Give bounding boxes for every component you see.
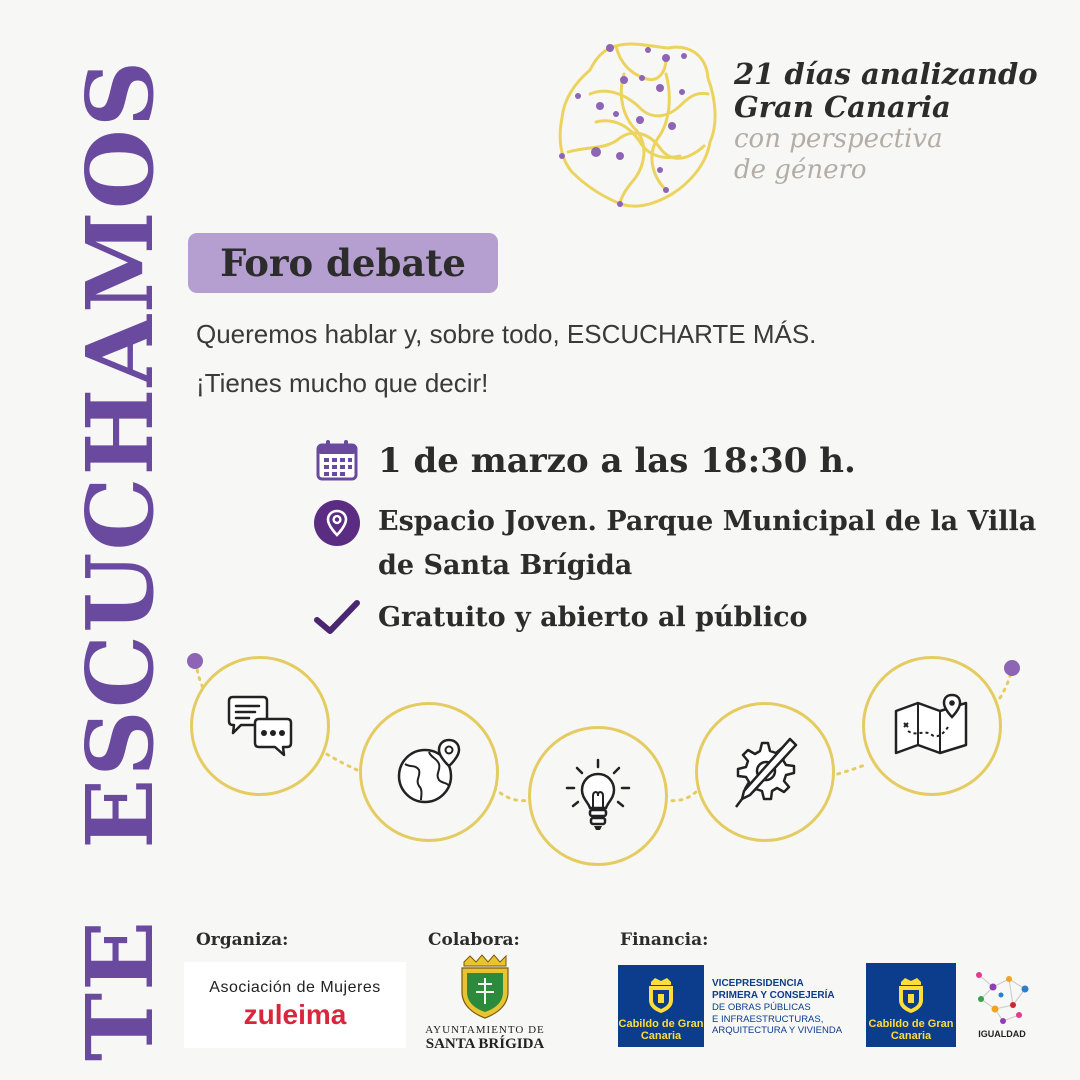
icon-circles-row: [0, 640, 1080, 870]
vicepresidencia-text: [712, 978, 862, 1037]
bulb-circle: [528, 726, 668, 866]
lightbulb-icon: [561, 756, 635, 836]
map-circle: [862, 656, 1002, 796]
vice-line4: E INFRAESTRUCTURAS,: [712, 1013, 824, 1025]
chat-circle: [190, 656, 330, 796]
checkmark-icon: [314, 598, 360, 636]
place-row: [314, 500, 1038, 588]
cabildo-shield-icon-2: [895, 976, 927, 1014]
header-line1: 21 días analizando: [734, 57, 1038, 91]
igualdad-network-icon: [969, 965, 1035, 1027]
tools-circle: [695, 702, 835, 842]
event-date: 1 de marzo a las 18:30 h.: [378, 441, 856, 481]
cabildo-logo-2-text: Cabildo de Gran Canaria: [868, 1018, 954, 1042]
vertical-title-word2: ESCUCHAMOS: [66, 58, 174, 849]
cabildo-logo-2: [866, 963, 956, 1047]
financia-label: Financia:: [620, 930, 709, 950]
cabildo-logo: [618, 965, 704, 1047]
header-line2: Gran Canaria: [734, 90, 951, 124]
gear-tools-icon: [726, 733, 804, 811]
santa-brigida-logo: [420, 952, 550, 1060]
organiza-label: Organiza:: [196, 930, 289, 950]
vice-line5: ARQUITECTURA Y VIVIENDA: [712, 1025, 843, 1036]
cabildo-logo-text: Cabildo de Gran Canaria: [618, 1018, 704, 1042]
date-row: [314, 438, 856, 484]
cabildo-shield-icon: [645, 976, 677, 1014]
map-icon: [890, 693, 974, 759]
chat-bubbles-icon: [223, 693, 297, 759]
santa-brigida-shield-icon: [456, 952, 514, 1020]
santa-brigida-line2: SANTA BRÍGIDA: [425, 1036, 545, 1052]
santa-brigida-line1: AYUNTAMIENTO DE: [425, 1024, 545, 1036]
vertical-title: [60, 60, 180, 1060]
access-row: [314, 598, 808, 638]
globe-circle: [359, 702, 499, 842]
zuleima-logo: [184, 962, 406, 1048]
header-line4: de género: [734, 155, 867, 185]
intro-text: [196, 310, 976, 408]
zuleima-logo-line1: Asociación de Mujeres: [209, 979, 381, 996]
intro-line2: ¡Tienes mucho que decir!: [196, 368, 489, 398]
igualdad-text: IGUALDAD: [978, 1029, 1026, 1039]
igualdad-logo: [966, 965, 1038, 1045]
vice-line1: VICEPRESIDENCIA: [712, 978, 804, 989]
header-line3: con perspectiva: [734, 124, 943, 154]
globe-location-icon: [391, 734, 467, 810]
campaign-header: [734, 58, 1064, 186]
location-pin-icon: [314, 500, 360, 546]
vice-line2: PRIMERA Y CONSEJERÍA: [712, 990, 835, 1001]
zuleima-logo-line2: zuleima: [243, 999, 347, 1030]
gran-canaria-map-icon: [548, 34, 728, 218]
vice-line3: DE OBRAS PÚBLICAS: [712, 1002, 811, 1013]
colabora-label: Colabora:: [428, 930, 520, 950]
event-access: Gratuito y abierto al público: [378, 602, 808, 633]
event-place: Espacio Joven. Parque Municipal de la Villa de Santa Brígida: [378, 506, 1037, 581]
calendar-icon: [314, 438, 360, 482]
intro-line1: Queremos hablar y, sobre todo, ESCUCHARTE MÁS.: [196, 319, 817, 349]
event-type-badge: Foro debate: [188, 233, 498, 293]
vertical-title-word1: TE: [66, 918, 174, 1062]
